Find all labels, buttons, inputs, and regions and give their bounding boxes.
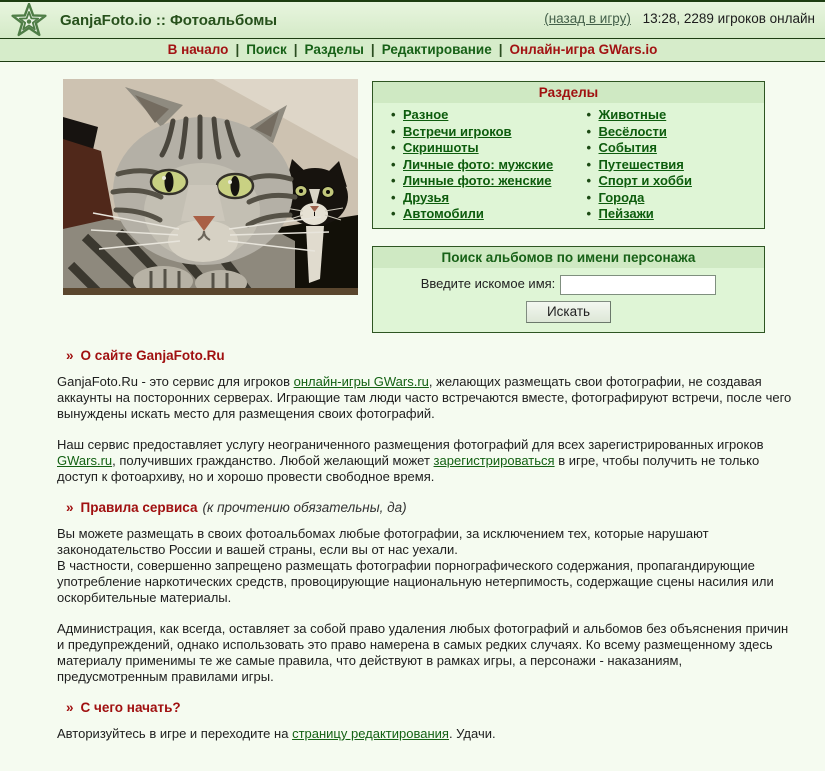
back-to-game-link[interactable]: (назад в игру) [544,11,631,26]
list-item [373,140,569,157]
section-link-sobytiya[interactable]: События [598,140,657,155]
rules-paragraph-1a: Вы можете размещать в своих фотоальбомах любые фотографии, за исключением тех, которые нарушают законодательство России и вашей страны, если вы от нас уехали. [57,525,709,557]
nav-separator: | [498,42,503,57]
text-segment: Наш сервис предоставляет услугу неограниченного размещения фотографий для всех зарегистрированных игроков [57,436,764,452]
section-link-raznoe[interactable]: Разное [403,107,449,122]
about-paragraph-2 [57,437,795,485]
nav-separator: | [370,42,375,57]
nav-item-editing[interactable]: Редактирование [381,42,492,57]
list-item [569,206,765,223]
list-item [373,107,569,124]
heading-marker: » [66,347,74,363]
header-status-area [544,11,815,26]
sections-list-right [569,107,765,223]
sections-list-left [373,107,569,223]
search-box-title: Поиск альбомов по имени персонажа [373,247,764,268]
list-item [373,157,569,174]
nav-separator: | [235,42,240,57]
list-item [569,107,765,124]
about-paragraph-1 [57,374,795,422]
text-segment: в игре, чтобы получить не только доступ к фотоархиву, но и хорошо провести свободное время. [57,452,760,484]
rules-heading-note: (к прочтению обязательны, да) [202,499,407,515]
heading-marker: » [66,699,74,715]
list-item [569,190,765,207]
section-link-vstrechi[interactable]: Встречи игроков [403,123,512,139]
nav-separator: | [293,42,298,57]
content [0,62,825,742]
register-link[interactable]: зарегистрироваться [433,452,555,468]
section-link-avtomobili[interactable]: Автомобили [403,206,484,221]
start-heading [57,700,825,715]
sections-box [372,81,765,229]
list-item [373,173,569,190]
section-link-druzya[interactable]: Друзья [403,189,450,205]
rules-paragraph-1 [57,526,795,606]
heading-marker: » [66,499,74,515]
list-item [569,140,765,157]
list-item [373,206,569,223]
search-button[interactable]: Искать [526,301,611,323]
search-box [372,246,765,333]
section-link-veselosti[interactable]: Весёлости [598,123,667,139]
header [0,0,825,38]
rules-heading-text: Правила сервиса [80,499,198,515]
text-segment: . Удачи. [448,725,496,741]
list-item [373,124,569,141]
list-item [569,124,765,141]
nav-item-search[interactable]: Поиск [246,42,287,57]
search-row [373,275,764,295]
list-item [569,157,765,174]
rules-paragraph-2: Администрация, как всегда, оставляет за собой право удаления любых фотографий и альбомов без объяснения причин и предупреждений, однако использовать это право намерена в самых редких случаях. Ко всему размещенному здесь материалу применимы те же самые правила, что действуют в рамках игры, а персонажи - наказаниям, предусмотренным правилами игры. [57,620,789,684]
start-heading-text: С чего начать? [80,699,181,715]
section-link-peyzazhi[interactable]: Пейзажи [598,206,654,221]
section-link-skrinshoty[interactable]: Скриншоты [403,140,479,155]
search-input[interactable] [560,275,716,295]
start-paragraph [57,726,795,742]
section-link-goroda[interactable]: Города [598,189,645,205]
nav-item-sections[interactable]: Разделы [304,42,364,57]
rules-paragraph-1b: В частности, совершенно запрещено размещать фотографии порнографического содержания, пропагандирующие употребление наркотических средств, провоцирующие национальную нетерпимость, содержащие сцены насилия или оскорбительные материалы. [57,557,774,605]
text-segment: , желающих размещать свои фотографии, не создавая аккаунты на посторонних серверах. Играющие там люди часто встречаются вместе, фотографируют встречи, после чего вынуждены искать место для размещения своих фотографий. [57,373,792,421]
gwars-game-link[interactable]: онлайн-игры GWars.ru [293,373,429,389]
list-item [373,190,569,207]
section-link-foto-muzhskie[interactable]: Личные фото: мужские [403,156,554,172]
top-row [57,79,825,333]
search-form [373,268,764,332]
nav-item-home[interactable]: В начало [167,42,229,57]
sections-box-title: Разделы [373,82,764,103]
cats-photo[interactable] [63,79,358,295]
section-link-puteshestviya[interactable]: Путешествия [598,156,684,172]
section-link-foto-zhenskie[interactable]: Личные фото: женские [403,173,552,188]
gwars-link[interactable]: GWars.ru [57,452,113,468]
section-link-zhivotnye[interactable]: Животные [598,107,667,122]
rules-heading [57,500,825,515]
search-label: Введите искомое имя: [420,275,556,291]
star-icon[interactable] [8,3,50,39]
list-item [569,173,765,190]
about-heading-text: О сайте GanjaFoto.Ru [80,347,225,363]
site-title: GanjaFoto.io :: Фотоальбомы [60,11,278,29]
main-nav [0,38,825,62]
nav-item-online-game[interactable]: Онлайн-игра GWars.io [509,42,658,57]
text-segment: Авторизуйтесь в игре и переходите на [57,725,293,741]
section-link-sport[interactable]: Спорт и хобби [598,173,692,188]
text-segment: GanjaFoto.Ru - это сервис для игроков [57,373,294,389]
right-column [372,79,765,333]
online-status: 13:28, 2289 игроков онлайн [642,11,815,26]
text-segment: , получивших гражданство. Любой желающий может [112,452,434,468]
about-heading [57,348,825,363]
editing-page-link[interactable]: страницу редактирования [292,725,449,741]
sections-lists [373,103,764,228]
